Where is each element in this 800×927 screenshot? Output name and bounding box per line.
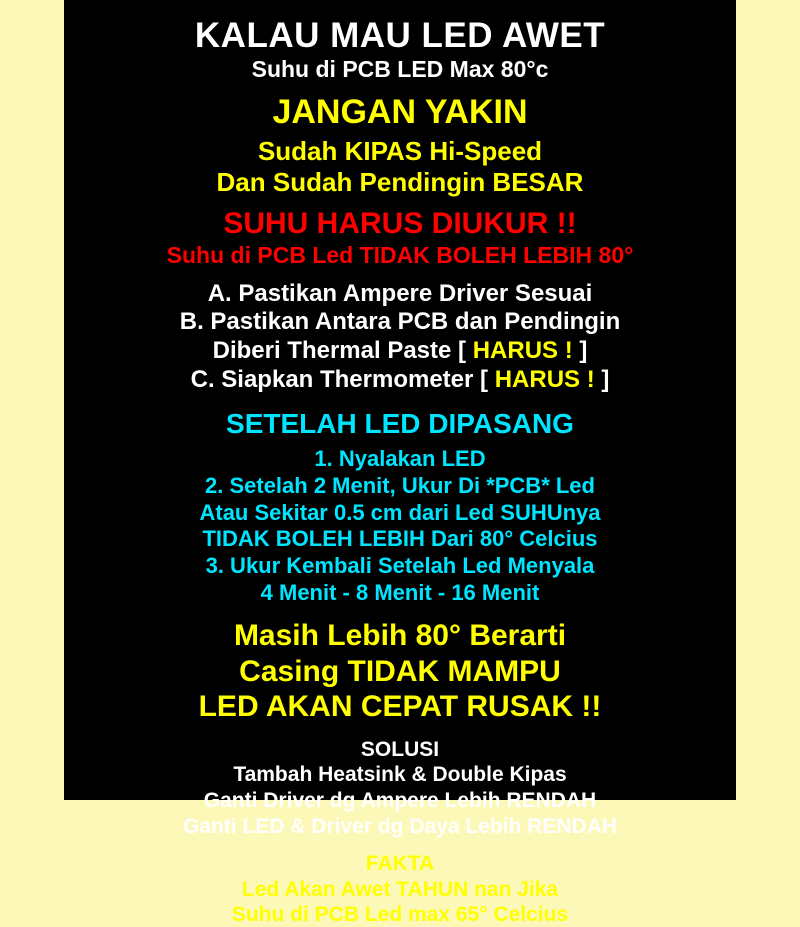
text-kipas: Sudah KIPAS Hi-Speed xyxy=(257,136,543,167)
checklist-item-a xyxy=(80,281,720,308)
checklist-b2-text: Diberi Thermal Paste [ xyxy=(212,337,473,365)
warning-line-3: LED AKAN CEPAT RUSAK !! xyxy=(198,690,602,724)
step-2: 2. Setelah 2 Menit, Ukur Di *PCB* Led xyxy=(205,473,595,499)
solusi-line-2: Ganti Driver dg Ampere Lebih RENDAH xyxy=(203,789,597,812)
step-2-cont-1: Atau Sekitar 0.5 cm dari Led SUHUnya xyxy=(199,499,601,525)
checklist-c-label: C. xyxy=(190,366,215,394)
section-header-setelah-led-dipasang: SETELAH LED DIPASANG xyxy=(226,408,574,440)
text-pendingin: Dan Sudah Pendingin BESAR xyxy=(216,167,584,198)
checklist-c-bracket: HARUS ! xyxy=(494,366,595,394)
checklist-c-tail: ] xyxy=(594,366,610,394)
warning-line-1: Masih Lebih 80° Berarti xyxy=(233,619,567,653)
step-3: 3. Ukur Kembali Setelah Led Menyala xyxy=(205,552,595,578)
checklist-a-label: A. xyxy=(207,279,232,307)
headline-suhu-harus-diukur: SUHU HARUS DIUKUR !! xyxy=(223,207,577,241)
text-tidak-boleh-lebih: Suhu di PCB Led TIDAK BOLEH LEBIH 80° xyxy=(166,241,634,268)
solusi-line-3: Ganti LED & Driver dg Daya Lebih RENDAH xyxy=(182,814,618,838)
step-3-cont: 4 Menit - 8 Menit - 16 Menit xyxy=(260,579,540,605)
fakta-line-1: Led Akan Awet TAHUN nan Jika xyxy=(241,877,559,901)
warning-line-2: Casing TIDAK MAMPU xyxy=(239,654,561,688)
checklist-b2-tail: ] xyxy=(572,337,588,365)
solusi-line-1: Tambah Heatsink & Double Kipas xyxy=(233,763,567,787)
checklist-item-b xyxy=(80,309,720,336)
checklist-b-label: B. xyxy=(179,308,204,336)
section-header-fakta: FAKTA xyxy=(365,852,435,876)
checklist-a-text: Pastikan Ampere Driver Sesuai xyxy=(238,279,593,307)
headline-jangan-yakin: JANGAN YAKIN xyxy=(272,92,528,131)
checklist-b-text: Pastikan Antara PCB dan Pendingin xyxy=(210,308,621,336)
section-header-solusi: SOLUSI xyxy=(360,737,440,761)
checklist-b2-bracket: HARUS ! xyxy=(472,337,573,365)
fakta-line-2: Suhu di PCB Led max 65° Celcius xyxy=(231,903,569,927)
poster-subtitle: Suhu di PCB LED Max 80°c xyxy=(251,56,549,83)
step-1: 1. Nyalakan LED xyxy=(314,446,486,472)
checklist-item-c xyxy=(80,367,720,394)
step-2-cont-2: TIDAK BOLEH LEBIH Dari 80° Celcius xyxy=(202,526,598,552)
poster-panel xyxy=(64,0,736,927)
poster-title: KALAU MAU LED AWET xyxy=(194,16,606,55)
checklist-c-text: Siapkan Thermometer [ xyxy=(221,366,495,394)
checklist-item-b-cont xyxy=(80,338,720,365)
